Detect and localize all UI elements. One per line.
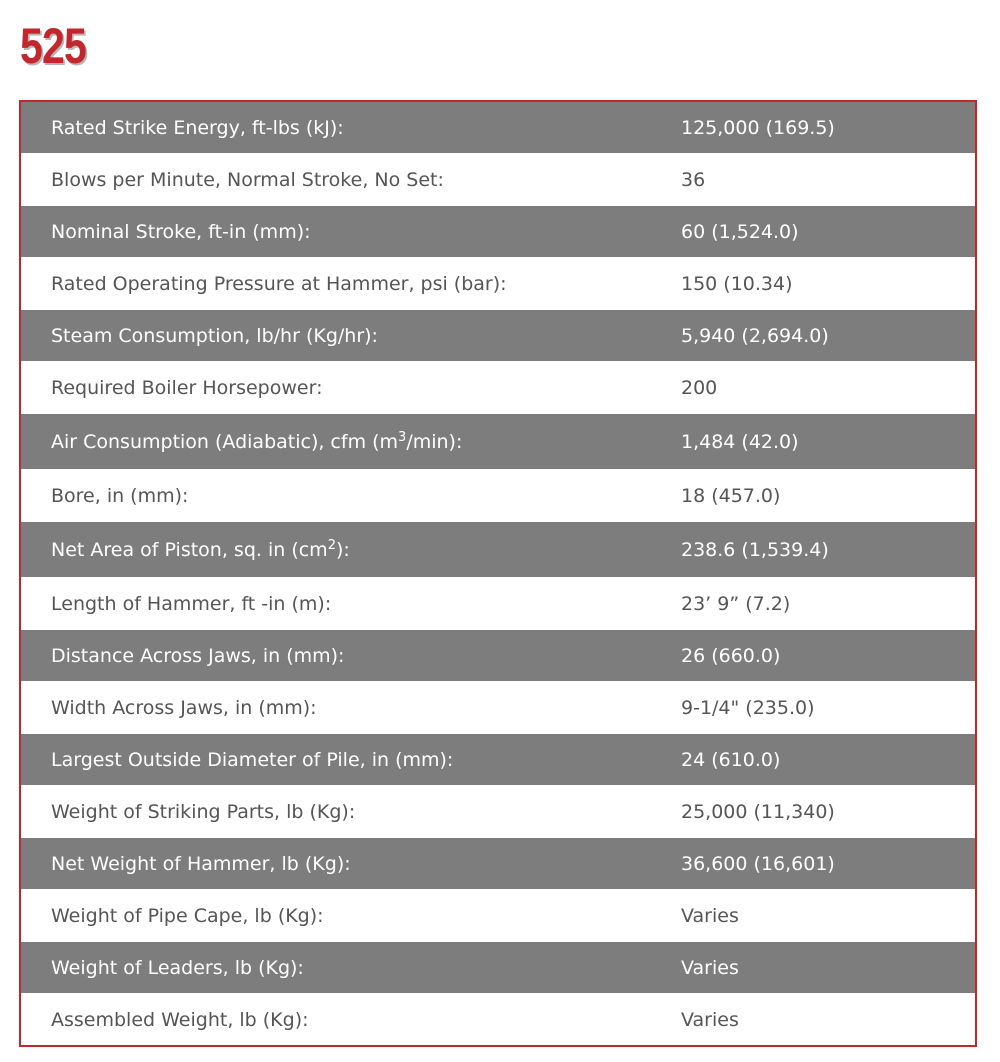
spec-row-operating-pressure <box>20 258 976 310</box>
spec-label: Steam Consumption, lb/hr (Kg/hr): <box>20 310 681 362</box>
spec-label: Rated Strike Energy, ft-lbs (kJ): <box>20 101 681 154</box>
spec-row-nominal-stroke <box>20 206 976 258</box>
superscript: 2 <box>327 537 336 553</box>
spec-row-bore <box>20 470 976 522</box>
superscript: 3 <box>398 429 407 445</box>
spec-value: 200 <box>681 362 976 414</box>
spec-value: 23’ 9” (7.2) <box>681 578 976 630</box>
spec-label-text: Net Area of Piston, sq. in (cm <box>51 538 328 561</box>
spec-row-assembled-weight <box>20 994 976 1047</box>
spec-row-boiler-horsepower <box>20 362 976 414</box>
spec-row-hammer-length <box>20 578 976 630</box>
spec-label-text: /min): <box>406 430 463 453</box>
spec-row-distance-across-jaws <box>20 630 976 682</box>
spec-value: Varies <box>681 942 976 994</box>
spec-value: 25,000 (11,340) <box>681 786 976 838</box>
spec-label <box>20 522 681 578</box>
spec-row-leaders-weight <box>20 942 976 994</box>
spec-value: 24 (610.0) <box>681 734 976 786</box>
spec-label: Assembled Weight, lb (Kg): <box>20 994 681 1047</box>
spec-row-striking-parts-weight <box>20 786 976 838</box>
spec-row-rated-strike-energy <box>20 101 976 154</box>
spec-row-piston-area <box>20 522 976 578</box>
spec-row-steam-consumption <box>20 310 976 362</box>
spec-value: 36 <box>681 154 976 206</box>
spec-label: Weight of Striking Parts, lb (Kg): <box>20 786 681 838</box>
spec-row-pipe-cape-weight <box>20 890 976 942</box>
spec-value: 150 (10.34) <box>681 258 976 310</box>
spec-value: 5,940 (2,694.0) <box>681 310 976 362</box>
spec-value: 36,600 (16,601) <box>681 838 976 890</box>
spec-label: Width Across Jaws, in (mm): <box>20 682 681 734</box>
spec-label-text: ): <box>335 538 350 561</box>
spec-row-width-across-jaws <box>20 682 976 734</box>
spec-value: 1,484 (42.0) <box>681 414 976 470</box>
spec-row-air-consumption <box>20 414 976 470</box>
spec-value: Varies <box>681 994 976 1047</box>
spec-label: Distance Across Jaws, in (mm): <box>20 630 681 682</box>
spec-value: 26 (660.0) <box>681 630 976 682</box>
spec-label-text: Air Consumption (Adiabatic), cfm (m <box>51 430 399 453</box>
spec-label: Net Weight of Hammer, lb (Kg): <box>20 838 681 890</box>
spec-label: Largest Outside Diameter of Pile, in (mm): <box>20 734 681 786</box>
model-title: 525 <box>20 18 86 74</box>
spec-row-net-hammer-weight <box>20 838 976 890</box>
spec-value: 125,000 (169.5) <box>681 101 976 154</box>
spec-value: 9-1/4" (235.0) <box>681 682 976 734</box>
spec-label: Nominal Stroke, ft-in (mm): <box>20 206 681 258</box>
spec-value: 60 (1,524.0) <box>681 206 976 258</box>
spec-label: Weight of Leaders, lb (Kg): <box>20 942 681 994</box>
spec-row-blows-per-minute <box>20 154 976 206</box>
spec-label <box>20 414 681 470</box>
spec-value: Varies <box>681 890 976 942</box>
spec-value: 18 (457.0) <box>681 470 976 522</box>
spec-label: Weight of Pipe Cape, lb (Kg): <box>20 890 681 942</box>
spec-row-pile-diameter <box>20 734 976 786</box>
spec-label: Bore, in (mm): <box>20 470 681 522</box>
spec-label: Length of Hammer, ft -in (m): <box>20 578 681 630</box>
spec-value: 238.6 (1,539.4) <box>681 522 976 578</box>
spec-label: Rated Operating Pressure at Hammer, psi (bar): <box>20 258 681 310</box>
spec-table <box>19 100 977 1047</box>
spec-label: Blows per Minute, Normal Stroke, No Set: <box>20 154 681 206</box>
spec-label: Required Boiler Horsepower: <box>20 362 681 414</box>
